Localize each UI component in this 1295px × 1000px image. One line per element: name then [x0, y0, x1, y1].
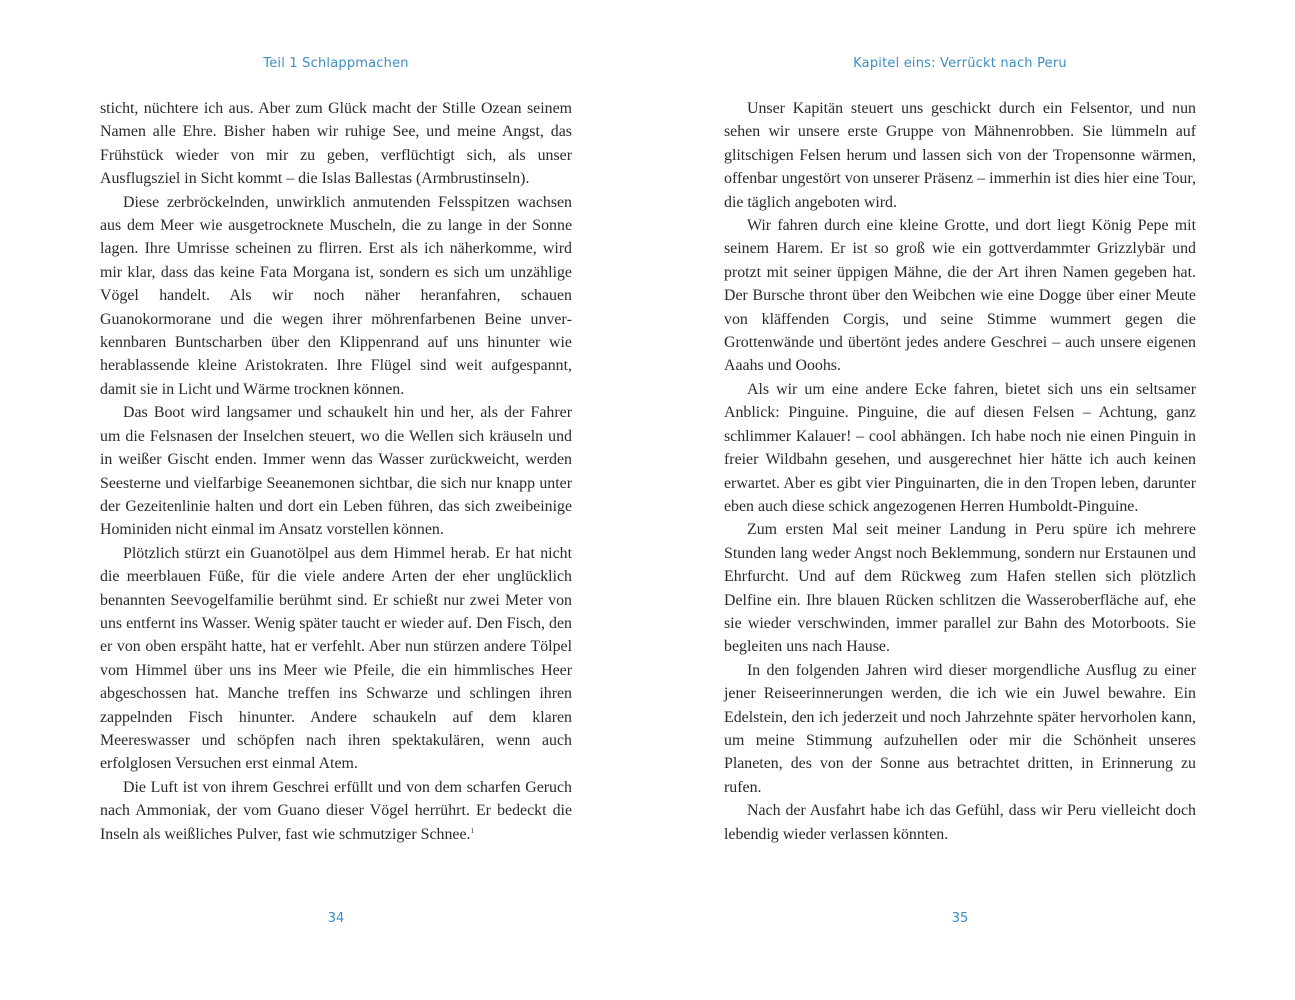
paragraph: In den folgenden Jahren wird dieser morgendliche Ausflug zu einer jener Reiseerinnerungen werden, die ich wie ein Juwel bewahre. Ein Edelstein, den ich jederzeit und noch Jahrzehnte später hervorholen kann, um meine Stimmung aufzuhellen oder mir die Schönheit unseres Planeten, des von der Sonne aus betrachtet dritten, in Erinnerung zu rufen.	[724, 661, 1196, 796]
paragraph: Nach der Ausfahrt habe ich das Gefühl, dass wir Peru vielleicht doch lebendig wieder verlassen könnten.	[724, 802, 1196, 843]
paragraph: sticht, nüchtere ich aus. Aber zum Glück macht der Stille Ozean seinem Namen alle Ehre. Bisher haben wir ruhige See, und meine Angst, das Frühstück wieder von mir zu geben, verflüchtigt sich, als unser Ausflugsziel in Sicht kommt – die Islas Ballestas (Armbrustinseln).	[100, 100, 572, 188]
running-head-left: Teil 1 Schlappmachen	[263, 56, 409, 71]
footnote-marker[interactable]: 1	[470, 826, 474, 835]
paragraph: Das Boot wird langsamer und schaukelt hin und her, als der Fahrer um die Felsnasen der Inselchen steuert, wo die Wellen sich kräuseln und in weißer Gischt enden. Immer wenn das Wasser zurückweicht, werden Seesterne und vielfarbige Seeanemonen sichtbar, die sich nur knapp unter der Gezeitenlinie halten und dort ein Leben führen, das sich zweibeinige Hominiden nicht einmal im Ansatz vorstellen können.	[100, 404, 572, 539]
paragraph: Plötzlich stürzt ein Guanotölpel aus dem Himmel herab. Er hat nicht die meerblauen Füße, für die viele andere Arten der eher unglücklich benannten Seevogelfamilie berühmt sind. Er schießt nur zwei Meter von uns entfernt ins Wasser. Wenig später taucht er wieder auf. Den Fisch, den er von oben erspäht hatte, hat er verfehlt. Aber nun stürzen andere Tölpel vom Himmel über uns ins Meer wie Pfeile, die ein himmlisches Heer abgeschossen hat. Manche treffen ins Schwarze und schlingen ihren zappelnden Fisch hinunter. Andere schaukeln auf dem klaren Meereswasser und schöpfen nach ihren spektakulären, wenn auch erfolglosen Versuchen erst einmal Atem.	[100, 544, 572, 773]
paragraph-text: Die Luft ist von ihrem Geschrei erfüllt und von dem scharfen Geruch nach Ammoniak, der vom Guano dieser Vögel herrührt. Er bedeckt die Inseln als weißliches Pulver, fast wie schmutziger Schnee.	[100, 778, 572, 843]
page-number-right: 35	[951, 911, 969, 926]
body-text-left	[100, 97, 572, 846]
running-head-right: Kapitel eins: Verrückt nach Peru	[853, 56, 1067, 71]
paragraph: Zum ersten Mal seit meiner Landung in Peru spüre ich mehrere Stunden lang weder Angst noch Beklemmung, sondern nur Erstaunen und Ehrfurcht. Und auf dem Rückweg zum Hafen stellen sich plötzlich Delfine ein. Ihre blauen Rücken schlitzen die Wasseroberfläche auf, ehe sie wieder verschwinden, immer parallel zur Bahn des Motorboots. Sie begleiten uns nach Hause.	[724, 521, 1196, 656]
right-page	[648, 0, 1295, 1000]
paragraph: Diese zerbröckelnden, unwirklich anmutenden Felsspitzen wachsen aus dem Meer wie ausgetrocknete Muscheln, die zu lange in der Sonne lagen. Ihre Umrisse scheinen zu flirren. Erst als ich näherkomme, wird mir klar, dass das keine Fata Morgana ist, sondern es sich um unzählige Vögel handelt. Als wir noch näher heranfahren, schauen Guanokormorane und die wegen ihrer möhrenfarbenen Beine unverkennbaren Buntscharben über den Klippenrand auf uns hinunter wie herablassende kleine Aristokraten. Ihre Flügel sind weit aufgespannt, damit sie in Licht und Wärme trocknen können.	[100, 193, 572, 398]
paragraph: Wir fahren durch eine kleine Grotte, und dort liegt König Pepe mit seinem Harem. Er ist so groß wie ein gottverdammter Grizzlybär und protzt mit seiner üppigen Mähne, die der Art ihren Namen gegeben hat. Der Bursche thront über den Weibchen wie eine Dogge über einer Meute von kläffenden Corgis, und seine Stimme wummert gegen die Grottenwände und übertönt jedes andere Geschrei – auch unsere eigenen Aaahs und Ooohs.	[724, 217, 1196, 375]
page-number-left: 34	[327, 911, 345, 926]
left-page	[0, 0, 647, 1000]
paragraph: Unser Kapitän steuert uns geschickt durch ein Felsentor, und nun sehen wir unsere erste Gruppe von Mähnenrobben. Sie lümmeln auf glitschigen Felsen herum und lassen sich von der Tropensonne wärmen, offenbar ungestört von unserer Präsenz – immerhin ist dies hier eine Tour, die täglich angeboten wird.	[724, 100, 1196, 211]
paragraph: Als wir um eine andere Ecke fahren, bietet sich uns ein seltsamer Anblick: Pinguine. Pinguine, die auf diesen Felsen – Achtung, ganz schlimmer Kalauer! – cool abhängen. Ich habe noch nie einen Pinguin in freier Wildbahn gesehen, und ausgerechnet hier hätte ich auch keinen erwartet. Aber es gibt vier Pinguinarten, die in den Tropen leben, darunter eben auch diese schick angezogenen Herren Humboldt-Pinguine.	[724, 380, 1196, 515]
body-text-right	[724, 97, 1196, 846]
paragraph-last	[100, 776, 572, 846]
